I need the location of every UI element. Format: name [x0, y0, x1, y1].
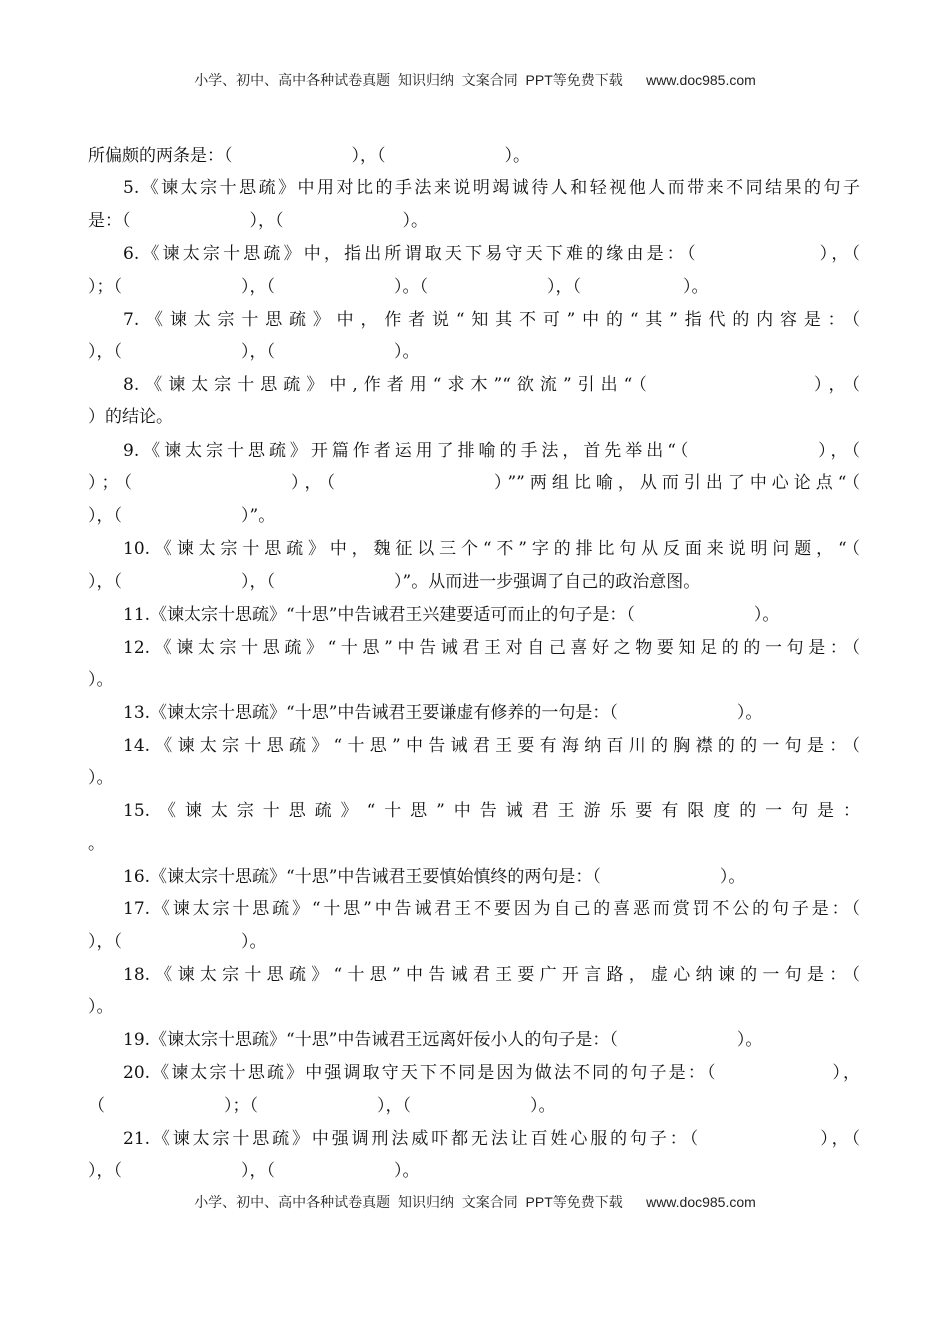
document-line: ），（ ），（ ）。 — [88, 342, 420, 362]
document-line: ）。 — [88, 997, 114, 1017]
document-line: 14.《谏太宗十思疏》“十思”中告诫君王要有海纳百川的胸襟的的一句是：（ — [123, 736, 860, 756]
document-line: ）。 — [88, 670, 114, 690]
page-footer: 小学、初中、高中各种试卷真题 知识归纳 文案合同 PPT等免费下载 www.doc985.com — [194, 1194, 756, 1210]
document-line: ）。 — [88, 768, 114, 788]
document-line: ）的结论。 — [88, 407, 173, 427]
document-line: 17.《谏太宗十思疏》“十思”中告诫君王不要因为自己的喜恶而赏罚不公的句子是：（ — [123, 899, 860, 919]
document-line: ）；（ ），（ ）””两组比喻，从而引出了中心论点“（ — [88, 473, 860, 493]
document-line: 8.《谏太宗十思疏》中,作者用“求木”“欲流”引出“（ ），（ — [123, 375, 860, 395]
document-line: ），（ ），（ ）”。从而进一步强调了自己的政治意图。 — [88, 572, 701, 592]
document-line: 。 — [88, 834, 105, 854]
document-line: ），（ ），（ ）。 — [88, 1161, 420, 1181]
document-line: 18.《谏太宗十思疏》“十思”中告诫君王要广开言路，虚心纳谏的一句是：（ — [123, 965, 860, 985]
document-line: 19.《谏太宗十思疏》“十思”中告诫君王远离奸佞小人的句子是：（ ）。 — [123, 1030, 763, 1050]
document-line: 是：（ ），（ ）。 — [88, 211, 428, 231]
document-line: ），（ ）。 — [88, 932, 267, 952]
document-line: 20.《谏太宗十思疏》中强调取守天下不同是因为做法不同的句子是：（ ）， — [123, 1063, 860, 1083]
document-line: 11.《谏太宗十思疏》“十思”中告诫君王兴建要适可而止的句子是：（ ）。 — [123, 605, 780, 625]
document-line: 12.《谏太宗十思疏》“十思”中告诫君王对自己喜好之物要知足的的一句是：（ — [123, 638, 860, 658]
document-line: 6.《谏太宗十思疏》中，指出所谓取天下易守天下难的缘由是：（ ），（ — [123, 244, 860, 264]
document-line: 10.《谏太宗十思疏》中，魏征以三个“不”字的排比句从反面来说明问题，“（ — [123, 539, 860, 559]
page-header: 小学、初中、高中各种试卷真题 知识归纳 文案合同 PPT等免费下载 www.doc985.com — [194, 72, 756, 88]
document-line: 13.《谏太宗十思疏》“十思”中告诫君王要谦虚有修养的一句是：（ ）。 — [123, 703, 763, 723]
document-line: 所偏颇的两条是：（ ），（ ）。 — [88, 146, 530, 166]
document-line: 9.《谏太宗十思疏》开篇作者运用了排喻的手法，首先举出“（ ），（ — [123, 441, 860, 461]
document-line: 16.《谏太宗十思疏》“十思”中告诫君王要慎始慎终的两句是：（ ）。 — [123, 867, 746, 887]
document-line: 7.《谏太宗十思疏》中，作者说“知其不可”中的“其”指代的内容是：（ — [123, 310, 860, 330]
document-line: 21.《谏太宗十思疏》中强调刑法威吓都无法让百姓心服的句子：（ ），（ — [123, 1129, 860, 1149]
document-line: 5.《谏太宗十思疏》中用对比的手法来说明竭诚待人和轻视他人而带来不同结果的句子 — [123, 178, 860, 198]
document-line: 15.《谏太宗十思疏》“十思”中告诫君王游乐要有限度的一句是： — [123, 801, 860, 821]
document-line: ），（ ）”。 — [88, 506, 276, 526]
document-line: （ ）；（ ），（ ）。 — [88, 1096, 556, 1116]
document-line: ）；（ ），（ ）。（ ），（ ）。 — [88, 277, 709, 297]
